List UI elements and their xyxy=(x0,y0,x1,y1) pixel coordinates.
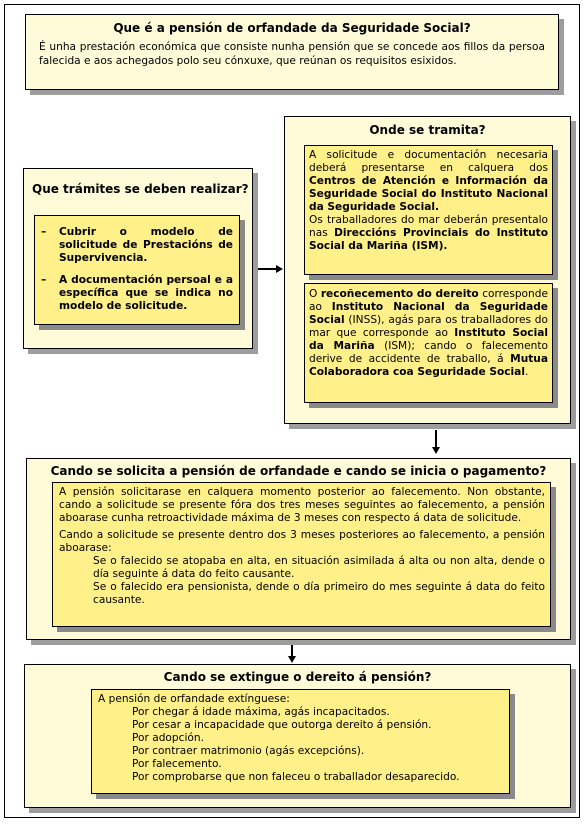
when-title: Cando se solicita a pensión de orfandade e cando se inicia o pagamento? xyxy=(50,464,547,478)
list-item: Por contraer matrimonio (agás excepcións). xyxy=(132,745,365,757)
where-info-box-1 xyxy=(304,145,553,275)
extinction-info-box xyxy=(91,689,510,794)
where-title: Onde se tramita? xyxy=(369,123,486,137)
when-text-4: Se o falecido era pensionista, dende o día primeiro do mes seguinte á data do feito causante. xyxy=(93,581,545,606)
procedures-list-box xyxy=(34,215,240,325)
extinction-title: Cando se extingue o dereito á pensión? xyxy=(163,670,432,684)
arrow-down-1 xyxy=(435,430,437,448)
list-item: Por comprobarse que non faleceu o traballador desaparecido. xyxy=(132,771,460,783)
list-item: Por cesar a incapacidade que outorga dereito á pensión. xyxy=(132,719,432,731)
when-info-box xyxy=(52,482,551,627)
definition-box xyxy=(25,14,559,90)
list-item: Por falecemento. xyxy=(132,758,222,770)
where-info-box-2 xyxy=(304,283,553,403)
extinction-box xyxy=(24,664,571,808)
list-item: – A documentación persoal e a específica que se indica no modelo de solicitude. xyxy=(41,274,233,312)
when-box xyxy=(26,458,571,640)
where-text-1: A solicitude e documentación necesaria deberá presentarse en calquera dos Centros de Atención e Información da Seguridade Social do Instituto Nacional da Seguridade Social. Os traballadores do mar deberán presentalo nas Direccións Provinciais do Instituto Social da Mariña (ISM). xyxy=(309,149,548,252)
arrowhead-down-2 xyxy=(288,656,296,663)
arrowhead-right xyxy=(276,265,283,273)
arrow-right xyxy=(258,268,278,270)
when-text-1: A pensión solicitarase en calquera momento posterior ao falecemento. Non obstante, cando a solicitude se presente fóra dos tres meses seguintes ao falecemento, a pensión aboarase cunha retroactividade máxima de 3 meses con respecto á data de solicitude. xyxy=(59,486,545,524)
procedures-list xyxy=(37,226,233,313)
arrowhead-down-1 xyxy=(432,447,440,454)
when-text-3: Se o falecido se atopaba en alta, en situación asimilada á alta ou non alta, dende o día seguinte á data do feito causante. xyxy=(93,555,545,580)
procedures-box xyxy=(23,168,253,349)
where-text-2: O recoñecemento do dereito corresponde ao Instituto Nacional da Seguridade Social (INSS), agás para os traballadores do mar que corresponde ao Instituto Social da Mariña (ISM); cando o falecemento derive de accidente de traballo, á Mutua Colaboradora coa Seguridade Social. xyxy=(309,288,548,378)
when-text-2: Cando a solicitude se presente dentro dos 3 meses posteriores ao falecemento, a pensión aboarase: xyxy=(59,529,545,554)
list-item: Por chegar á idade máxima, agás incapacitados. xyxy=(132,706,390,718)
list-item: Por adopción. xyxy=(132,732,204,744)
where-box xyxy=(284,116,571,424)
list-item: – Cubrir o modelo de solicitude de Prestacións de Supervivencia. xyxy=(41,226,233,264)
definition-title: Que é a pensión de orfandade da Seguridade Social? xyxy=(113,21,471,35)
definition-text: É unha prestación económica que consiste nunha pensión que se concede aos fillos da persoa falecida e aos achegados polo seu cónxuxe, que reúnan os requisitos esixidos. xyxy=(39,41,545,67)
extinction-intro: A pensión de orfandade extínguese: xyxy=(98,693,290,705)
procedures-title: Que trámites se deben realizar? xyxy=(32,182,249,196)
